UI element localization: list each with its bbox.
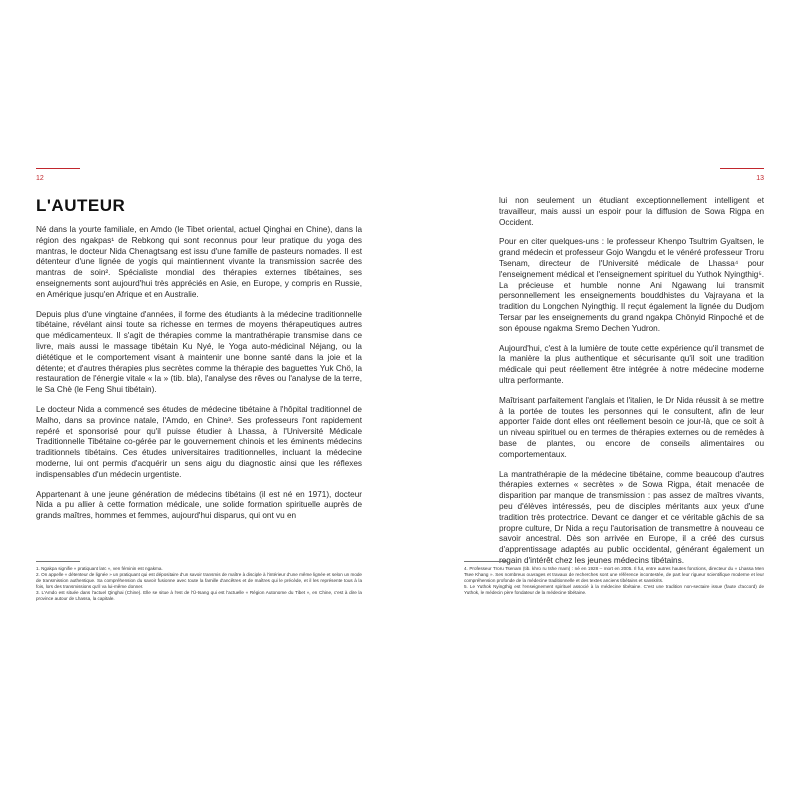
paragraph: lui non seulement un étudiant exceptionnellement intelligent et travailleur, mais aussi un espoir pour la diffusion de Sowa Rigpa en Occident. bbox=[499, 196, 764, 227]
paragraph: Depuis plus d'une vingtaine d'années, il forme des étudiants à la médecine traditionnelle tibétaine, révélant ainsi toute sa richesse en termes de moyens thérapeutiques autres que médicamenteux. Il s'agit de thérapies comme la mantrathérapie transmise dans ce livre, mais aussi le massage tibétain Ku Nyé, le Yoga auto-médicinal Néjang, ou la diététique et le comportement visant à maintenir une bonne santé dans la joie et la détente; et d'autres thérapies plus secrètes comme la thérapie des baguettes Yuk Chö, la restauration de l'énergie vitale « la » (tib. bla), l'analyse des rêves ou l'analyse de la terre, le Sa Chè (le Feng Shui tibétain). bbox=[36, 309, 362, 395]
footnote: 4. Professeur Troru Tsenam (tib. khro ru tshe rnam) : né en 1928 – mort en 2005. Il fut, entre autres hautes fonctions, directeur du « Lhassa Men Tsee Khang ». Ses nombreux ouvrages et travaux de recherches sont une référence incontestée, de part leur rigueur scientifique moderne et leur compréhension profonde de la médecine traditionnelle et des textes anciens tibétains et sanskrits. bbox=[464, 565, 764, 583]
paragraph: Pour en citer quelques-uns : le professeur Khenpo Tsultrim Gyaltsen, le grand médecin et professeur Gojo Wangdu et le vénéré professeur Troru Tsenam, directeur de l'Université médicale de Lhassa⁴ pour l'enseignement médical et l'enseignement spirituel du Yuthok Nyingthig⁵. La précieuse et humble nonne Ani Ngawang lui transmit personnellement les enseignements bouddhistes du Vajrayana et la tradition du Longchen Nyingthig. Il reçut également la lignée du Dudjom Tersar par les enseignements du grand ngakpa Chönyid Rinpoché et de son épouse ngakma Sremo Dechen Yudron. bbox=[499, 237, 764, 333]
footnote: 2. On appelle « détenteur de lignée » un pratiquant qui est dépositaire d'un savoir transmis de maître à disciple à l'intérieur d'une même lignée et selon un mode de transmission authentique. Sa compréhension du savoir fusionne avec toute la famille d'ancêtres et de maîtres qui le précède, et il les représente tous à la fois, lors des transmissions qu'il va lui-même donner. bbox=[36, 571, 362, 589]
body-text bbox=[36, 225, 362, 531]
header-rule bbox=[36, 168, 80, 169]
paragraph: La mantrathérapie de la médecine tibétaine, comme beaucoup d'autres thérapies externes « secrètes » de Sowa Rigpa, était menacée de disparition par manque de transmission : pas assez de maîtres vivants, peu d'élèves intéressés, peu de disciples méritants aux yeux d'une tradition très protectrice. Devant ce danger et ce véritable gâchis de sa propre culture, Dr Nida a reçu l'autorisation de transmettre à nouveau ce savoir ancestral. Dès son arrivée en Europe, il a créé des cursus d'apprentissage adaptés au public occidental, générant également un regain d'intérêt chez les jeunes médecins tibétains. bbox=[499, 469, 764, 565]
footnote: 1. Ngakpa signifie « pratiquant laïc », ven féminin est ngakma. bbox=[36, 565, 163, 571]
footnote: 3. L'Amdo est située dans l'actuel Qinghai (Chine). Elle se situe à l'est de l'Ü-tsang qui est l'actuelle « Région Autonome du Tibet », en Chine, c'est à dire la province autour de Lhassa, la capitale. bbox=[36, 589, 362, 602]
paragraph: Le docteur Nida a commencé ses études de médecine tibétaine à l'hôpital traditionnel de Malho, dans sa province natale, l'Amdo, en Chine³. Ses professeurs l'ont rapidement repéré et sponsorisé pour qu'il puisse étudier à Lhassa, à l'Université Médicale Traditionnelle Tibétaine co-gérée par le gouvernement chinois et les éminents médecins traditionnels tibétains. Ces études universitaires traditionnelles, incluant la médecine moderne, lui ont permis d'acquérir un sens aigu du diagnostic ainsi que les réflexes indispensables d'un médecin urgentiste. bbox=[36, 404, 362, 479]
header-rule bbox=[720, 168, 764, 169]
paragraph: Maîtrisant parfaitement l'anglais et l'italien, le Dr Nida réussit à se mettre à la portée de toutes les personnes qui le consultent, afin de leur apporter l'aide dont elles ont réellement besoin ce jour-là, que ce soit à un niveau spirituel ou en termes de thérapies externes ou de remèdes à base de plantes, ou encore de conseils alimentaires ou comportementaux. bbox=[499, 395, 764, 459]
paragraph: Appartenant à une jeune génération de médecins tibétains (il est né en 1971), docteur Nida a pu allier à cette formation médicale, une solide formation spirituelle auprès de grands maîtres, hommes et femmes, aujourd'hui disparus, qui ont vu en bbox=[36, 489, 362, 521]
footnote: 5. Le Yuthok Nyingthig est l'enseignement spirituel associé à la médecine tibétaine. C'est une tradition non-sectaire issue (faute d'accord) de Yuthok, le médecin père fondateur de la médecine tibétaine. bbox=[464, 583, 764, 595]
footnotes bbox=[36, 561, 362, 602]
footnotes bbox=[464, 561, 764, 596]
body-text bbox=[499, 196, 764, 576]
chapter-title: L'AUTEUR bbox=[36, 196, 126, 215]
right-page bbox=[400, 0, 800, 800]
footnote-rule bbox=[36, 561, 80, 562]
page-number: 12 bbox=[36, 175, 44, 182]
footnote-rule bbox=[464, 561, 508, 562]
paragraph: Aujourd'hui, c'est à la lumière de toute cette expérience qu'il transmet de la manière la plus authentique et sécurisante qu'il soit une tradition médicale qui peut réellement être intégrée à notre médecine moderne ultra performante. bbox=[499, 343, 764, 385]
page-number: 13 bbox=[756, 175, 764, 182]
paragraph: Né dans la yourte familiale, en Amdo (le Tibet oriental, actuel Qinghai en Chine), dans la région des ngakpas¹ de Rebkong qui sont reconnus pour leur pratique du yoga des mantras, le docteur Nida Chenagtsang est issu d'une famille de pasteurs nomades. Il est détenteur d'une lignée de yogis qui maintiennent vivante la transmission sacrée des mantras de soin². Spécialiste mondial des thérapies externes tibétaines, ses enseignements sont aujourd'hui très appréciés en Asie, en Europe, y compris en Russie, en Amérique jusqu'en Afrique et en Australie. bbox=[36, 225, 362, 299]
